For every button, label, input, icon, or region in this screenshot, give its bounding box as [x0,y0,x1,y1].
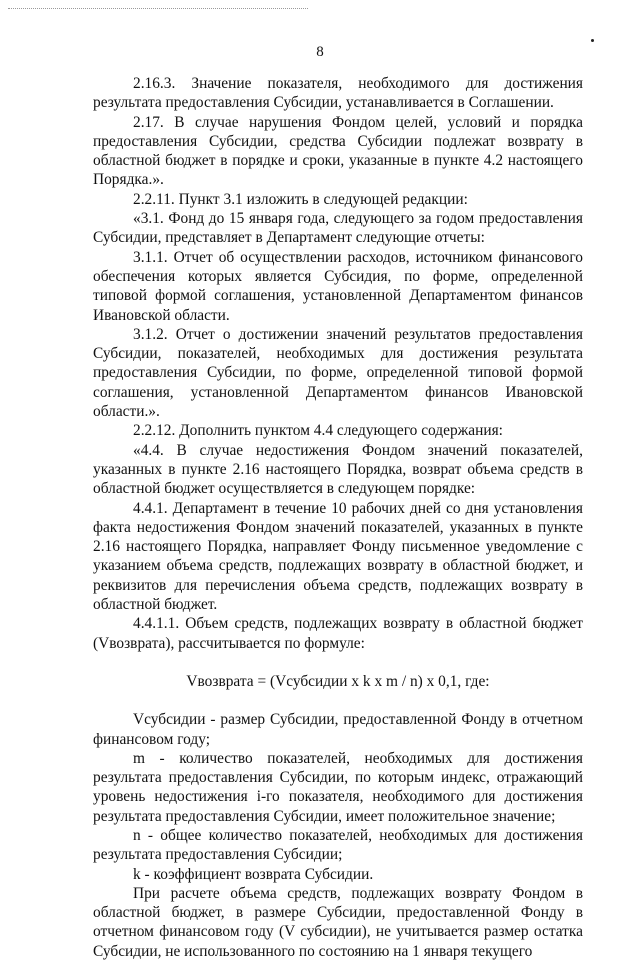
paragraph-4-4: «4.4. В случае недостижения Фондом значений показателей, указанных в пункте 2.16 настоящего Порядка, возврат объема средств в областной бюджет осуществляется в следующем порядке: [93,441,583,498]
paragraph-2-16-3: 2.16.3. Значение показателя, необходимого для достижения результата предоставления Субсидии, устанавливается в Соглашении. [93,75,583,112]
definition-n: n - общее количество показателей, необходимых для достижения результата предоставления Субсидии; [93,826,583,864]
definition-m: m - количество показателей, необходимых для достижения результата предоставления Субсидии, по которым индекс, отражающий уровень недостижения i-го показателя, необходимого для достижения результата предоставления Субсидии, имеет положительное значение; [93,749,583,825]
definition-k: k - коэффициент возврата Субсидии. [133,865,374,883]
paragraph-3-1: «3.1. Фонд до 15 января года, следующего за годом предоставления Субсидии, представляет в Департамент следующие отчеты: [93,210,583,247]
scan-artifact-top [8,8,308,9]
scan-dot-mark [591,39,594,42]
paragraph-4-4-1: 4.4.1. Департамент в течение 10 рабочих дней со дня установления факта недостижения Фондом значений показателей, указанных в пункте 2.16 настоящего Порядка, направляет Фонду письменное уведомление с указанием объема средств, подлежащих возврату в областной бюджет, и реквизитов для перечисления объема средств, подлежащих возврату в областной бюджет. [93,499,583,614]
paragraph-4-4-1-1: 4.4.1.1. Объем средств, подлежащих возврату в областной бюджет (Vвозврата), рассчитывается по формуле: [93,615,583,652]
page-number: 8 [316,44,324,60]
paragraph-2-2-12: 2.2.12. Дополнить пунктом 4.4 следующего содержания: [133,422,503,440]
paragraph-3-1-1: 3.1.1. Отчет об осуществлении расходов, источником финансового обеспечения которых является Субсидия, по форме, определенной типовой формой соглашения, установленной Департаментом финансов Ивановской области. [93,248,583,324]
definition-v-subsidy: Vсубсидии - размер Субсидии, предоставленной Фонду в отчетном финансовом году; [93,711,583,748]
paragraph-2-17: 2.17. В случае нарушения Фондом целей, условий и порядка предоставления Субсидии, средства Субсидии подлежат возврату в областной бюджет в порядке и сроки, указанные в пункте 4.2 настоящего Порядка.». [93,113,583,189]
paragraph-3-1-2: 3.1.2. Отчет о достижении значений результатов предоставления Субсидии, показателей, необходимых для достижения результата предоставления Субсидии, по форме, определенной типовой формой соглашения, установленной Департаментом финансов Ивановской области.». [93,325,583,421]
paragraph-calculation-note: При расчете объема средств, подлежащих возврату Фондом в областной бюджет, в размере Субсидии, предоставленной Фонду в отчетном финансовом году (V субсидии), не учитывается размер остатка Субсидии, не использованного по состоянию на 1 января текущего [93,884,583,960]
paragraph-2-2-11: 2.2.11. Пункт 3.1 изложить в следующей редакции: [133,190,468,208]
formula: Vвозврата = (Vсубсидии x k x m / n) x 0,1, где: [186,672,490,690]
document-body [93,74,583,961]
